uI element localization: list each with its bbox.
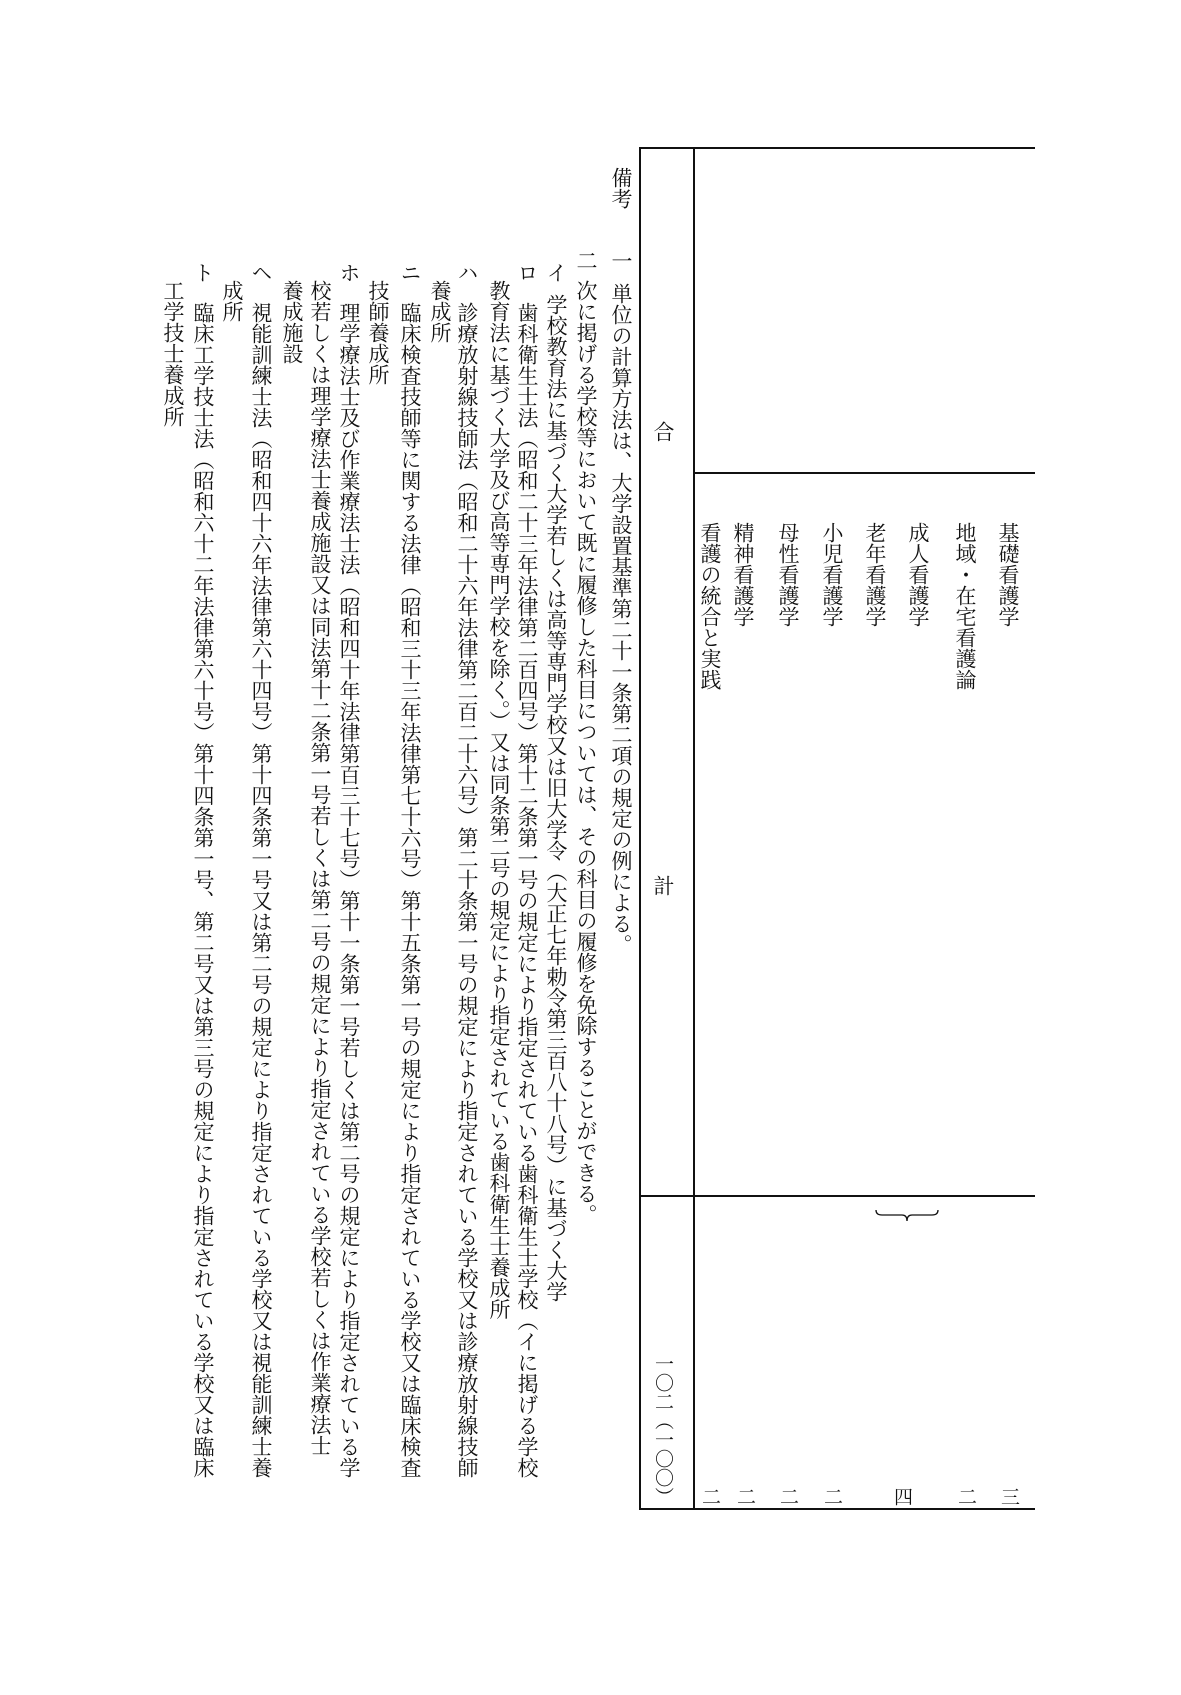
note-text: 教育法に基づく大学及び高等専門学校を除く。）又は同条第二号の規定により指定されている歯科衛生士養成所 <box>487 280 511 1320</box>
subject-name: 小児看護学 <box>820 522 844 627</box>
table-left-rule <box>639 147 641 1510</box>
subject-name: 看護の統合と実践 <box>698 522 722 690</box>
note-marker: ホ <box>337 262 361 283</box>
notes-title: 備考 <box>609 167 633 209</box>
note-text: 単位の計算方法は、大学設置基準第二十一条第二項の規定の例による。 <box>609 283 633 955</box>
table-total-divider <box>693 147 695 1510</box>
note-text: 視能訓練士法（昭和四十六年法律第六十四号）第十四条第一号又は第二号の規定により指定されている学校又は視能訓練士養 <box>249 302 273 1478</box>
table-header-rule <box>693 472 1035 474</box>
note-text: 技師養成所 <box>366 280 390 385</box>
note-marker: ニ <box>398 262 422 283</box>
note-marker: 二 <box>574 250 598 271</box>
group-brace-icon <box>874 1208 940 1224</box>
subject-name: 母性看護学 <box>776 522 800 627</box>
note-marker: ハ <box>455 262 479 283</box>
subject-credits: 二 <box>821 1487 843 1506</box>
subject-credits: 二 <box>734 1487 756 1506</box>
note-text: 学校教育法に基づく大学若しくは高等専門学校又は旧大学令（大正七年勅令第三百八十八号）に基づく大学 <box>544 294 568 1302</box>
note-marker: 一 <box>609 250 633 271</box>
subject-name: 成人看護学 <box>906 522 930 627</box>
grouped-credits: 四 <box>891 1487 913 1506</box>
subject-credits: 二 <box>699 1487 721 1506</box>
subject-name: 精神看護学 <box>731 522 755 627</box>
subject-credits: 二 <box>955 1487 977 1506</box>
total-credits: 一〇二（一〇〇） <box>652 1354 674 1506</box>
note-text: 工学技士養成所 <box>161 280 185 427</box>
note-text: 臨床工学技士法（昭和六十二年法律第六十号）第十四条第一号、第二号又は第三号の規定により指定されている学校又は臨床 <box>191 302 215 1478</box>
note-marker: ロ <box>515 262 539 283</box>
table-top-rule <box>639 147 1035 149</box>
note-text: 成所 <box>220 280 244 322</box>
table-credits-rule <box>639 1195 1035 1197</box>
note-text: 養成所 <box>428 280 452 343</box>
subject-name: 地域・在宅看護論 <box>953 522 977 690</box>
total-label-2: 計 <box>651 875 675 896</box>
note-text: 歯科衛生士法（昭和二十三年法律第二百四号）第十二条第一号の規定により指定されている歯科衛生士学校（イに掲げる学校 <box>515 302 539 1478</box>
note-text: 理学療法士及び作業療法士法（昭和四十年法律第百三十七号）第十一条第一号若しくは第二号の規定により指定されている学 <box>337 302 361 1478</box>
note-text: 臨床検査技師等に関する法律（昭和三十三年法律第七十六号）第十五条第一号の規定により指定されている学校又は臨床検査 <box>398 302 422 1478</box>
note-text: 養成施設 <box>280 280 304 364</box>
table-bottom-rule <box>639 1508 1035 1510</box>
subject-name: 老年看護学 <box>863 522 887 627</box>
note-marker: ヘ <box>249 262 273 283</box>
subject-name: 基礎看護学 <box>996 522 1020 627</box>
subject-credits: 二 <box>777 1487 799 1506</box>
note-text: 診療放射線技師法（昭和二十六年法律第二百二十六号）第二十条第一号の規定により指定されている学校又は診療放射線技師 <box>455 302 479 1478</box>
note-marker: イ <box>544 262 568 283</box>
note-marker: ト <box>191 262 215 283</box>
subject-credits: 三 <box>998 1487 1020 1506</box>
note-text: 次に掲げる学校等において既に履修した科目については、その科目の履修を免除することができる。 <box>574 280 598 1225</box>
note-text: 校若しくは理学療法士養成施設又は同法第十二条第一号若しくは第二号の規定により指定されている学校若しくは作業療法士 <box>308 280 332 1456</box>
total-label-1: 合 <box>651 421 675 442</box>
